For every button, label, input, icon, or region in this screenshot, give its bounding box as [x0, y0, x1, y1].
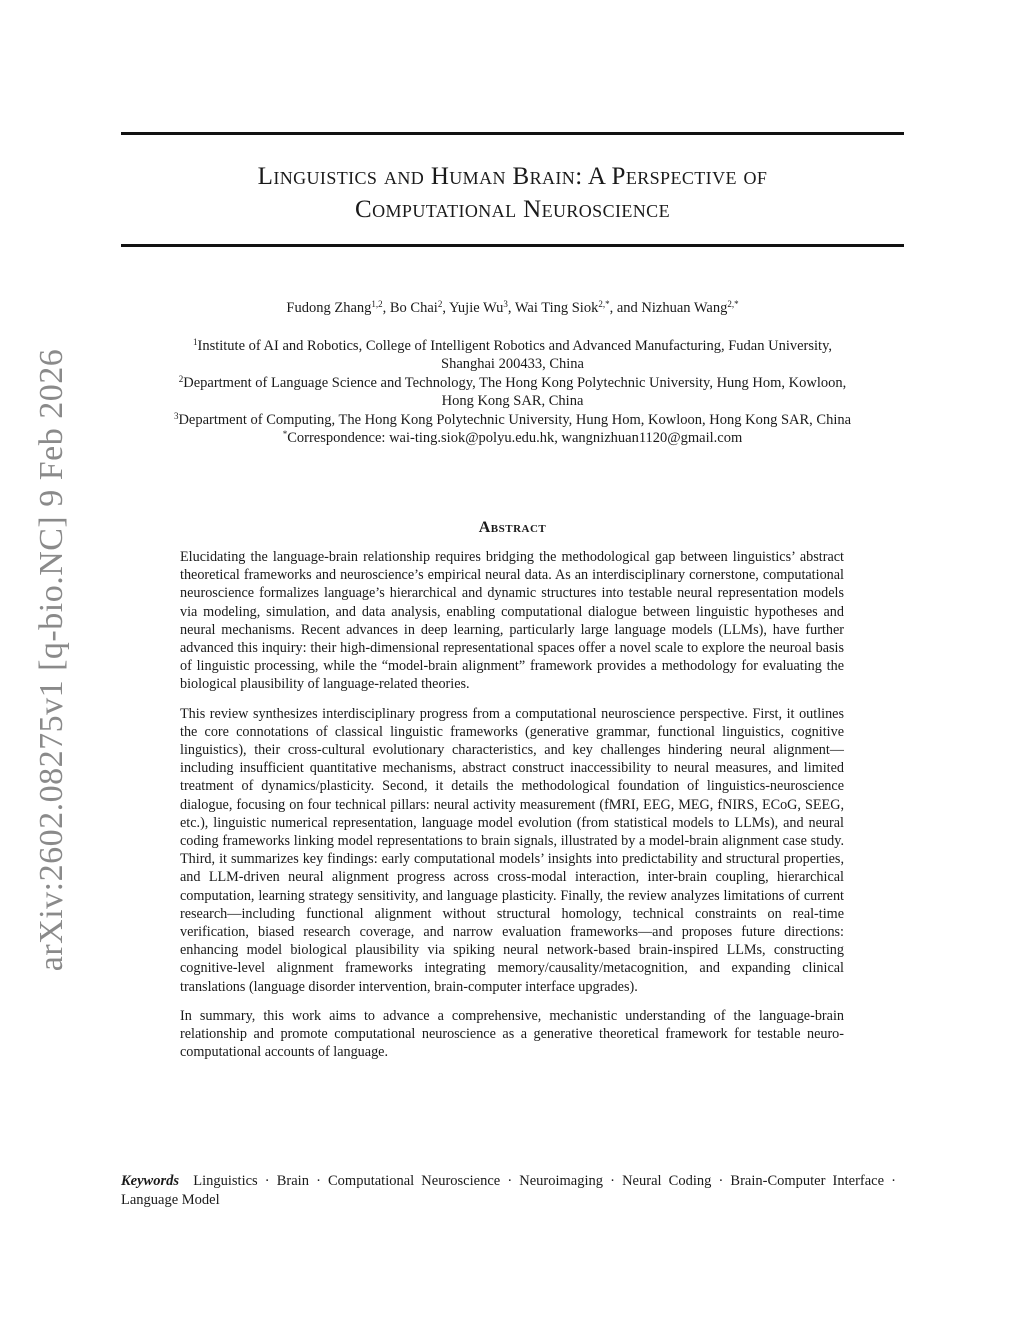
author-name: Wai Ting Siok	[514, 300, 599, 316]
affiliation-marker: 3	[173, 410, 179, 421]
abstract-paragraph-1: Elucidating the language-brain relationship requires bridging the methodological gap between linguistics’ abstract theoretical frameworks and neuroscience’s empirical neural data. As an interdisciplinary cornerstone, computational neuroscience formalizes language’s hierarchical and dynamic structures into testable neural representation models via modeling, simulation, and data analysis, enabling computational dialogue between linguistic hypotheses and neural mechanisms. Recent advances in deep learning, particularly large language models (LLMs), have further advanced this inquiry: their high-dimensional representational spaces offer a novel scale to explore the neuroal basis of linguistic processing, while the “model-brain alignment” framework provides a methodology for evaluating the biological plausibility of language-related theories.	[180, 549, 844, 693]
abstract-heading: Abstract	[478, 519, 547, 536]
correspondence-marker: *	[282, 429, 288, 440]
author-affiliation-marker: 2,*	[598, 299, 610, 309]
author-separator: ,	[382, 300, 390, 316]
title-line-1: Linguistics and Human Brain: A Perspective of	[257, 163, 768, 190]
title-top-rule	[121, 132, 904, 135]
author-affiliation-marker: 2	[437, 299, 443, 309]
author-name: Nizhuan Wang	[641, 300, 728, 316]
correspondence	[121, 429, 904, 447]
author-affiliation-marker: 2,*	[727, 299, 739, 309]
affiliation-text: Department of Computing, The Hong Kong Polytechnic University, Hung Hom, Kowloon, Hong Kong SAR, China	[178, 411, 852, 428]
abstract-paragraph-3: In summary, this work aims to advance a comprehensive, mechanistic understanding of the language-brain relationship and promote computational neuroscience as a generative theoretical framework for testable neuro-computational accounts of language.	[180, 1007, 844, 1061]
affiliation-text-continued: Hong Kong SAR, China	[441, 393, 584, 410]
author-separator: ,	[507, 300, 515, 316]
affiliation-marker: 1	[192, 337, 198, 347]
abstract-body	[180, 548, 844, 1072]
affiliation-marker: 2	[178, 373, 184, 384]
keywords-list: Linguistics · Brain · Computational Neuroscience · Neuroimaging · Neural Coding · Brain-Computer Interface · Language Model	[121, 1173, 896, 1208]
affiliation-1	[121, 337, 904, 374]
paper-title	[121, 160, 904, 226]
affiliation-text: Institute of AI and Robotics, College of Intelligent Robotics and Advanced Manufacturing, Fudan University,	[197, 338, 833, 354]
correspondence-text: Correspondence: wai-ting.siok@polyu.edu.hk, wangnizhuan1120@gmail.com	[287, 430, 743, 447]
author-list	[121, 300, 904, 317]
affiliation-text: Department of Language Science and Technology, The Hong Kong Polytechnic University, Hung Hom, Kowloon,	[183, 374, 847, 391]
affiliation-list	[121, 337, 904, 447]
keywords-label: Keywords	[121, 1173, 179, 1189]
title-bottom-rule	[121, 244, 904, 247]
affiliation-3	[121, 411, 904, 429]
abstract-paragraph-2: This review synthesizes interdisciplinary progress from a computational neuroscience perspective. First, it outlines the core connotations of classical linguistic frameworks (generative grammar, functional linguistics, cognitive linguistics), their cross-cultural evolutionary characteristics, and key challenges hindering neural alignment—including insufficient quantitative mechanisms, abstract construct inaccessibility to neural measures, and limited treatment of dynamics/plasticity. Second, it details the methodological foundation of linguistics-neuroscience dialogue, focusing on four technical pillars: neural activity measurement (fMRI, EEG, MEG, fNIRS, ECoG, SEEG, etc.), linguistic numerical representation, language model evolution (from statistical models to LLMs), and neural coding frameworks linking model representations to brain signals, illustrated by a model-brain alignment case study. Third, it summarizes key findings: early computational models’ insights into predictability and structural properties, and LLM-driven neural alignment progress across cross-modal interaction, inter-brain coupling, hierarchical computation, learning strategy sensitivity, and language plasticity. Finally, the review analyzes limitations of current research—including functional alignment without structural homology, technical constraints on real-time verification, biased research coverage, and narrow evaluation frameworks—and proposes future directions: enhancing model biological plausibility via spiking neural network-based brain-inspired LLMs, constructing cognitive-level alignment frameworks integrating memory/causality/metacognition, and expanding clinical translations (language disorder intervention, brain-computer interface upgrades).	[180, 705, 844, 995]
author-separator: , and	[609, 300, 642, 316]
author-name: Fudong Zhang	[286, 300, 372, 316]
affiliation-2	[121, 374, 904, 411]
title-line-2: Computational Neuroscience	[355, 196, 670, 223]
arxiv-identifier: arXiv:2602.08275v1 [q-bio.NC] 9 Feb 2026	[33, 348, 70, 972]
author-name: Yujie Wu	[449, 300, 504, 316]
keywords	[121, 1172, 896, 1210]
affiliation-text-continued: Shanghai 200433, China	[441, 356, 584, 373]
author-name: Bo Chai	[389, 300, 438, 316]
author-separator: ,	[442, 300, 450, 316]
author-affiliation-marker: 1,2	[371, 299, 383, 309]
author-affiliation-marker: 3	[503, 299, 508, 309]
